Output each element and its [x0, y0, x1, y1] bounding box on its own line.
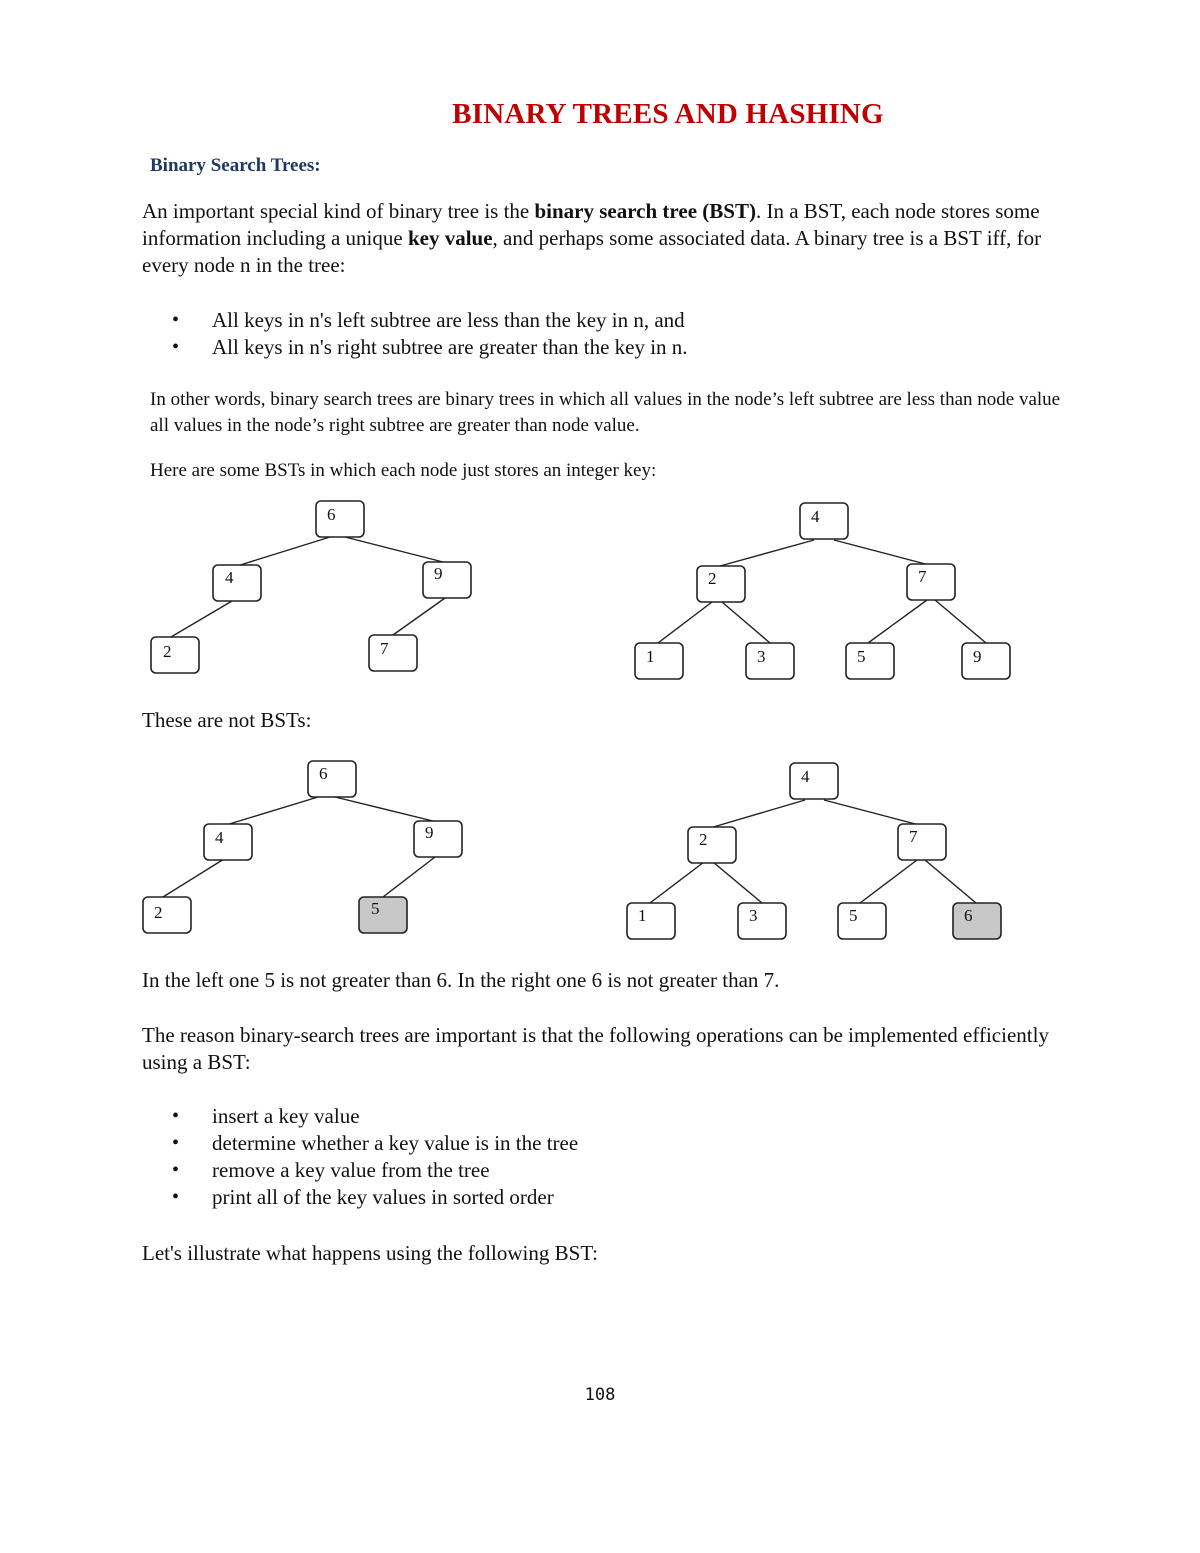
- intro-bold-key: key value: [407, 226, 493, 250]
- tree-edge: [935, 600, 986, 643]
- svg-text:6: 6: [319, 764, 328, 783]
- tree-edge: [860, 860, 917, 903]
- tree-edge: [650, 862, 704, 903]
- tree-node: [423, 562, 471, 598]
- tree-node: [838, 903, 886, 939]
- intro-text-2: . In a BST, each node stores some information including a unique: [142, 199, 1040, 250]
- operations-list: [142, 1103, 578, 1211]
- svg-text:2: 2: [154, 903, 163, 922]
- tree-node: [627, 903, 675, 939]
- tree-node: [800, 503, 848, 539]
- intro-bold-bst: binary search tree (BST): [534, 199, 756, 223]
- list-item: • remove a key value from the tree: [142, 1157, 578, 1184]
- tree-node: [635, 643, 683, 679]
- tree-node: [846, 643, 894, 679]
- svg-text:1: 1: [646, 647, 655, 666]
- tree-node: [688, 827, 736, 863]
- svg-text:7: 7: [909, 827, 918, 846]
- tree-edge: [834, 540, 933, 566]
- tree-edge: [710, 800, 805, 828]
- svg-text:7: 7: [380, 639, 389, 658]
- svg-text:4: 4: [215, 828, 224, 847]
- svg-text:4: 4: [811, 507, 820, 526]
- section-heading: Binary Search Trees:: [150, 155, 321, 176]
- closing-paragraph: Let's illustrate what happens using the following BST:: [142, 1241, 598, 1265]
- tree-edge: [824, 800, 923, 826]
- svg-text:5: 5: [371, 899, 380, 918]
- tree-edge: [345, 537, 447, 563]
- not-bst-tree-a: [143, 761, 462, 933]
- svg-text:5: 5: [849, 906, 858, 925]
- reason-paragraph: The reason binary-search trees are important is that the following operations can be implemented efficiently using a BST:: [142, 1023, 1049, 1074]
- tree-node: [213, 565, 261, 601]
- tree-edge: [925, 860, 976, 903]
- svg-text:4: 4: [225, 568, 234, 587]
- svg-text:4: 4: [801, 767, 810, 786]
- svg-text:5: 5: [857, 647, 866, 666]
- svg-text:2: 2: [699, 830, 708, 849]
- list-item: • All keys in n's left subtree are less than the key in n, and: [142, 307, 688, 334]
- tree-edge: [226, 797, 318, 825]
- list-item: • print all of the key values in sorted order: [142, 1184, 578, 1211]
- explanation-paragraph: In the left one 5 is not greater than 6. In the right one 6 is not greater than 7.: [142, 968, 780, 992]
- other-words-paragraph: In other words, binary search trees are binary trees in which all values in the node’s left subtree are less than node value all values in the node’s right subtree are greater than node value.: [150, 389, 1061, 436]
- tree-node: [308, 761, 356, 797]
- tree-node: [907, 564, 955, 600]
- intro-text-1: An important special kind of binary tree is the: [142, 199, 535, 223]
- tree-node: [697, 566, 745, 602]
- tree-node-invalid: [953, 903, 1001, 939]
- svg-text:9: 9: [973, 647, 982, 666]
- tree-edge: [171, 601, 232, 637]
- page-title: BINARY TREES AND HASHING: [452, 98, 884, 130]
- tree-node: [369, 635, 417, 671]
- svg-text:2: 2: [708, 569, 717, 588]
- not-bst-caption: These are not BSTs:: [142, 708, 312, 732]
- bst-tree-b: [635, 503, 1010, 679]
- tree-edge: [722, 602, 770, 643]
- svg-text:6: 6: [964, 906, 973, 925]
- svg-text:6: 6: [327, 505, 336, 524]
- tree-node: [414, 821, 462, 857]
- tree-node: [316, 501, 364, 537]
- svg-text:9: 9: [434, 564, 443, 583]
- tree-edge: [393, 598, 445, 635]
- tree-node: [143, 897, 191, 933]
- tree-edge: [237, 537, 330, 566]
- tree-node: [738, 903, 786, 939]
- tree-edge: [713, 862, 762, 903]
- tree-edge: [335, 797, 437, 822]
- tree-edge: [720, 540, 814, 566]
- svg-text:9: 9: [425, 823, 434, 842]
- tree-edge: [658, 602, 712, 643]
- svg-text:2: 2: [163, 642, 172, 661]
- list-item: • determine whether a key value is in the tree: [142, 1130, 578, 1157]
- page-number: 108: [584, 1385, 616, 1405]
- tree-node: [790, 763, 838, 799]
- tree-edge: [868, 600, 927, 643]
- tree-node: [898, 824, 946, 860]
- tree-node-invalid: [359, 897, 407, 933]
- list-item: • insert a key value: [142, 1103, 578, 1130]
- tree-node: [151, 637, 199, 673]
- tree-edge: [383, 857, 435, 897]
- svg-text:7: 7: [918, 567, 927, 586]
- tree-node: [962, 643, 1010, 679]
- intro-text-3: , and perhaps some associated data. A binary tree is a BST iff, for every node n in the tree:: [142, 226, 1042, 277]
- list-item: • All keys in n's right subtree are greater than the key in n.: [142, 334, 688, 361]
- svg-text:3: 3: [749, 906, 758, 925]
- tree-node: [204, 824, 252, 860]
- svg-text:1: 1: [638, 906, 647, 925]
- not-bst-tree-b: [627, 763, 1001, 939]
- tree-node: [746, 643, 794, 679]
- bst-tree-a: [151, 501, 471, 673]
- tree-edge: [163, 859, 224, 897]
- examples-caption: Here are some BSTs in which each node just stores an integer key:: [150, 460, 657, 481]
- svg-text:3: 3: [757, 647, 766, 666]
